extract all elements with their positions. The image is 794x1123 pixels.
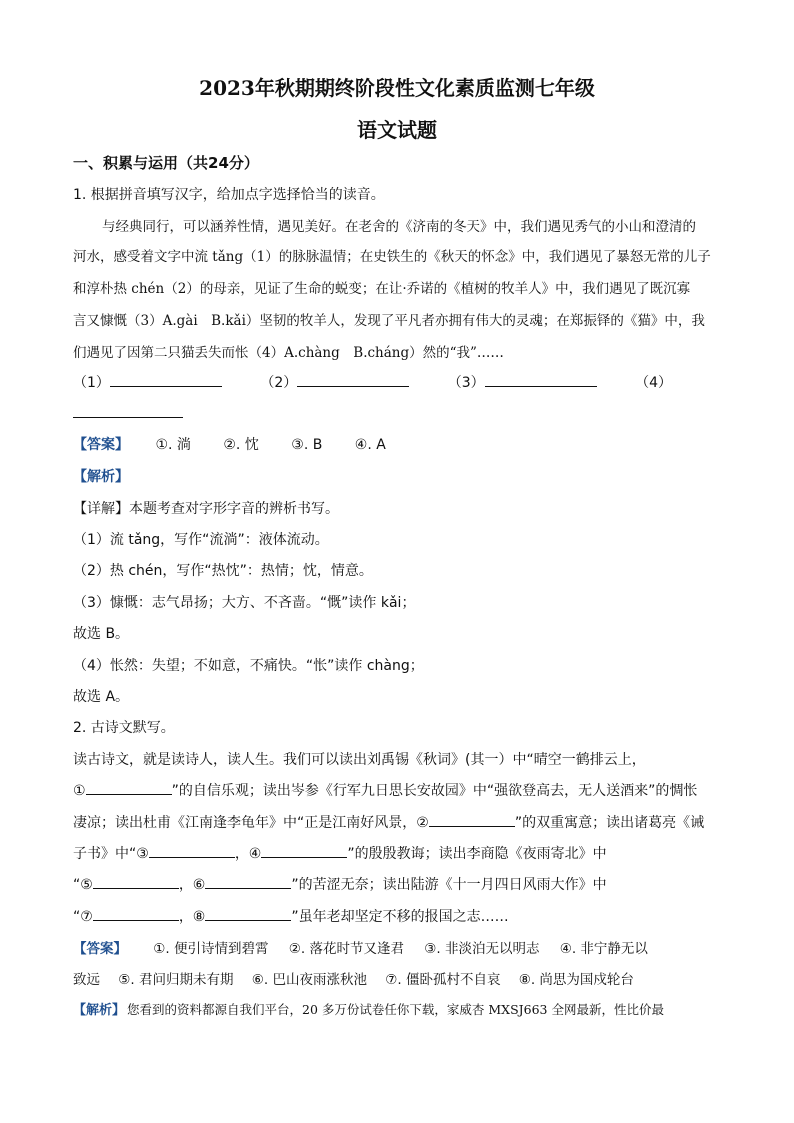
answer-item: 致远 [73, 972, 100, 988]
answer-row [73, 937, 648, 957]
answer-item: ⑥. 巴山夜雨涨秋池 [251, 972, 367, 988]
answer-item: ③. B [291, 437, 323, 453]
answer-item: ②. 落花时节又逢君 [288, 941, 404, 957]
fill-text: ，④ [234, 846, 262, 862]
fill-line [73, 874, 607, 894]
answer-tag: 【答案】 [73, 437, 129, 453]
answer-item: ⑧. 尚思为国戍轮台 [518, 972, 634, 988]
fill-text: ”的苦涩无奈；读出陆游《十一月四日风雨大作》中 [291, 877, 607, 893]
analysis-tag: 【解析】 [73, 469, 129, 485]
fill-text: “⑤ [73, 877, 93, 893]
fill-line [73, 780, 697, 800]
blank-field[interactable] [297, 372, 409, 387]
fill-text: 子书》中“③ [73, 846, 149, 862]
answer-item: ①. 淌 [155, 437, 191, 453]
blank-field[interactable] [149, 843, 235, 858]
fill-text: ，⑥ [178, 877, 206, 893]
fill-text: ，⑧ [178, 909, 206, 925]
promo-text: 您看到的资料都源自我们平台，20 多万份试卷任你下载，家威杏 MXSJ663 全网最新，性比价最 [127, 1002, 664, 1017]
fill-text: ① [73, 783, 86, 799]
answer-row [73, 434, 414, 454]
question-1-stem: 1. 根据拼音填写汉字，给加点字选择恰当的读音。 [73, 187, 385, 203]
fill-text: ”的双重寓意；读出诸葛亮《诫 [514, 815, 705, 831]
exam-subtitle: 语文试题 [357, 118, 437, 142]
detail-line: 故选 A。 [73, 689, 130, 705]
blank-field[interactable] [205, 874, 291, 889]
blank-label: （4） [635, 375, 673, 391]
answer-item: ②. 忱 [223, 437, 259, 453]
answer-item: ⑤. 君问归期未有期 [118, 972, 234, 988]
blank-field[interactable] [93, 906, 179, 921]
answer-item: ⑦. 僵卧孤村不自哀 [385, 972, 501, 988]
passage-line: 与经典同行，可以涵养性情，遇见美好。在老舍的《济南的冬天》中，我们遇见秀气的小山和澄清的 [102, 219, 696, 235]
detail-line: 故选 B。 [73, 626, 130, 642]
fill-text: “⑦ [73, 909, 93, 925]
detail-line: （4）怅然：失望；不如意，不痛快。“怅”读作 chàng； [73, 658, 424, 674]
blank-field[interactable] [261, 843, 347, 858]
passage-line: 河水，感受着文字中流 tǎng（1）的脉脉温情；在史铁生的《秋天的怀念》中，我们遇见了暴怒无常的儿子 [73, 249, 711, 265]
answer-blanks-row [73, 372, 672, 392]
analysis-row [73, 466, 151, 486]
fill-text: 凄凉；读出杜甫《江南逢李龟年》中“正是江南好风景，② [73, 815, 429, 831]
detail-line: （2）热 chén，写作“热忱”：热情；忱，情意。 [73, 563, 373, 579]
passage-line: 们遇见了因第二只猫丢失而怅（4）A.chàng B.cháng）然的“我”…… [73, 345, 504, 361]
fill-text: 读古诗文，就是读诗人，读人生。我们可以读出刘禹锡《秋词》(其一）中“晴空一鹤排云上， [73, 752, 646, 768]
answer-item: ①. 便引诗情到碧霄 [153, 941, 269, 957]
analysis-row [73, 999, 664, 1018]
fill-text: ”的殷殷教诲；读出李商隐《夜雨寄北》中 [347, 846, 607, 862]
fill-line [73, 843, 607, 863]
detail-line: （1）流 tǎng，写作“流淌”：液体流动。 [73, 532, 329, 548]
fill-line [73, 812, 704, 832]
blank-field[interactable] [86, 780, 172, 795]
blank-label: （3） [447, 375, 485, 391]
blank-field[interactable] [110, 372, 222, 387]
analysis-tag: 【解析】 [73, 1003, 126, 1018]
answer-item: ③. 非淡泊无以明志 [424, 941, 540, 957]
blank-field[interactable] [485, 372, 597, 387]
fill-line [73, 749, 646, 769]
blank-label: （2） [260, 375, 298, 391]
fill-line [73, 906, 509, 926]
blank-field[interactable] [429, 812, 515, 827]
detail-line: （3）慷慨：志气昂扬；大方、不吝啬。“慨”读作 kǎi； [73, 595, 416, 611]
answer-tag: 【答案】 [73, 941, 127, 957]
fill-text: ”的自信乐观；读出岑参《行军九日思长安故园》中“强欲登高去，无人送酒来”的惆怅 [171, 783, 698, 799]
blank-label: （1） [73, 375, 110, 391]
section-heading: 一、积累与运用（共24分） [73, 154, 259, 172]
blank-field[interactable] [73, 403, 183, 418]
fill-text: ”虽年老却坚定不移的报国之志…… [291, 909, 509, 925]
answer-item: ④. 非宁静无以 [559, 941, 648, 957]
answer-row [73, 968, 634, 988]
passage-line: 言又慷慨（3）A.gài B.kǎi）坚韧的牧羊人，发现了平凡者亦拥有伟大的灵魂；在郑振铎的《猫》中，我 [73, 313, 705, 329]
question-2-stem: 2. 古诗文默写。 [73, 720, 175, 736]
exam-title: 2023年秋期期终阶段性文化素质监测七年级 [199, 76, 595, 100]
passage-line: 和淳朴热 chén（2）的母亲，见证了生命的蜕变；在让·乔诺的《植树的牧羊人》中，我们遇见了既沉寡 [73, 281, 691, 297]
blank-field[interactable] [93, 874, 179, 889]
answer-blanks-row [73, 403, 183, 422]
answer-item: ④. A [354, 437, 386, 453]
detail-line: 【详解】本题考查对字形字音的辨析书写。 [73, 501, 339, 517]
blank-field[interactable] [205, 906, 291, 921]
